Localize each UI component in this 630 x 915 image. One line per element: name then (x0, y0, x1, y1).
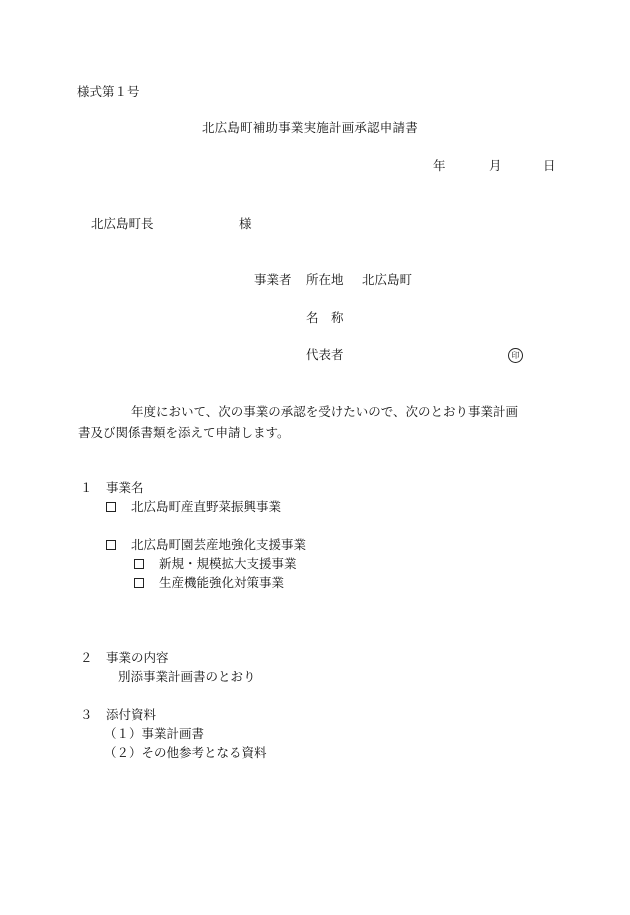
document-title: 北広島町補助事業実施計画承認申請書 (202, 120, 418, 135)
attachment-item-2: （２）その他参考となる資料 (104, 745, 267, 760)
date-day-label: 日 (543, 158, 556, 173)
sub-option-2-label: 生産機能強化対策事業 (159, 575, 285, 590)
address-label: 所在地 (306, 272, 344, 287)
section-3-number: ３ (80, 707, 93, 722)
addressee-name: 北広島町長 (91, 216, 154, 231)
form-number: 様式第１号 (77, 84, 140, 99)
option-2-label: 北広島町園芸産地強化支援事業 (131, 537, 307, 552)
checkbox-sub-option-1[interactable] (134, 559, 144, 569)
sub-option-1-label: 新規・規模拡大支援事業 (159, 556, 297, 571)
body-text-line-1: 年度において、次の事業の承認を受けたいので、次のとおり事業計画 (131, 404, 519, 419)
applicant-label: 事業者 (254, 272, 292, 287)
checkbox-option-2[interactable] (106, 540, 116, 550)
name-label: 名 称 (306, 310, 344, 325)
section-2-text: 別添事業計画書のとおり (118, 669, 256, 684)
section-2-title: 事業の内容 (106, 650, 169, 665)
date-month-label: 月 (489, 158, 502, 173)
attachment-item-1: （１）事業計画書 (104, 726, 205, 741)
address-value: 北広島町 (362, 272, 413, 287)
section-2-number: ２ (80, 650, 93, 665)
body-text-line-2: 書及び関係書類を添えて申請します。 (78, 425, 290, 440)
section-1-title: 事業名 (106, 480, 144, 495)
option-1-label: 北広島町産直野菜振興事業 (131, 499, 282, 514)
checkbox-option-1[interactable] (106, 502, 116, 512)
checkbox-sub-option-2[interactable] (134, 578, 144, 588)
section-3-title: 添付資料 (106, 707, 157, 722)
representative-label: 代表者 (306, 347, 344, 362)
addressee-honorific: 様 (239, 216, 252, 231)
section-1-number: １ (80, 480, 93, 495)
seal-mark: 印 (508, 348, 523, 363)
date-year-label: 年 (433, 158, 446, 173)
